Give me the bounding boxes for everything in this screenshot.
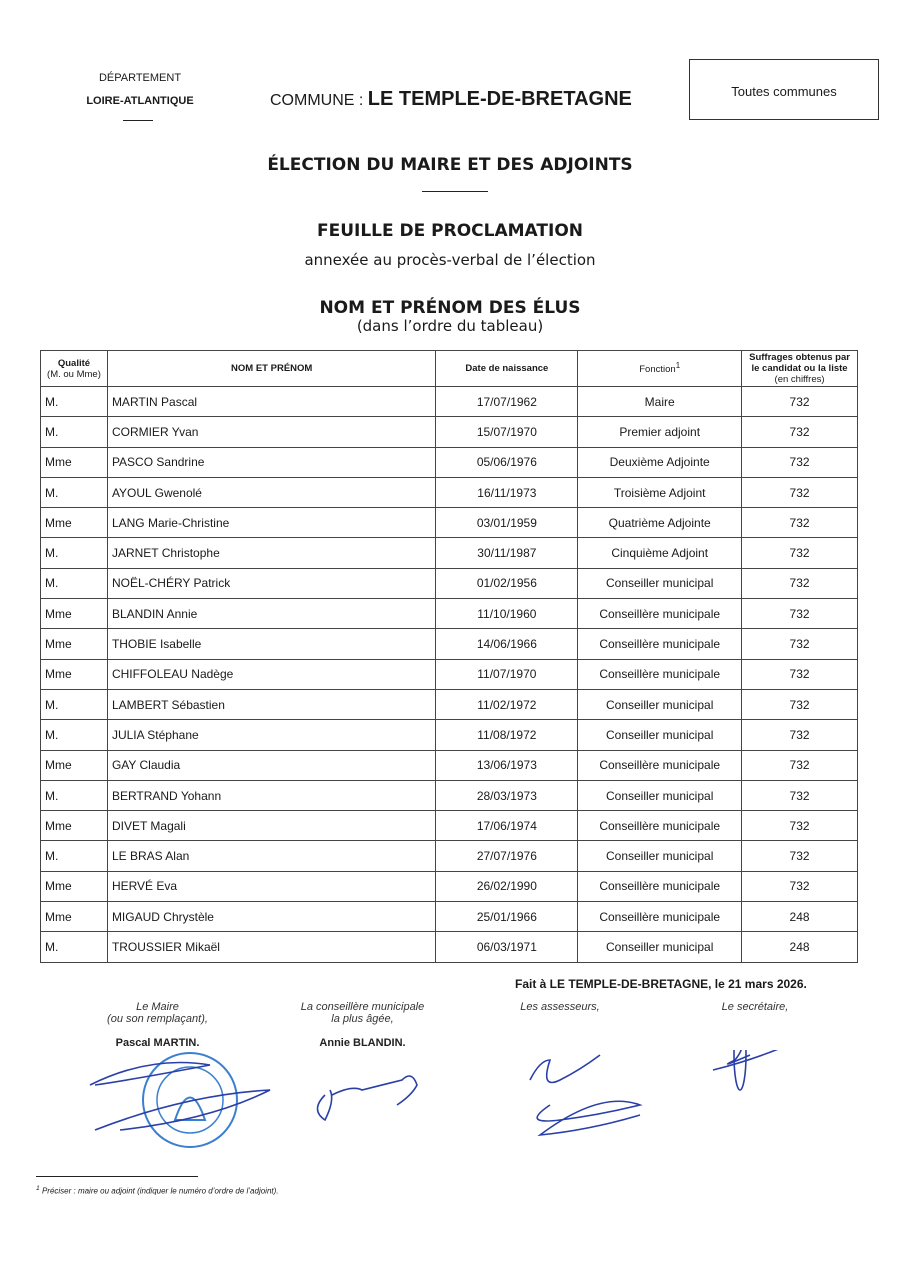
cell-suffrages: 732 xyxy=(742,417,858,447)
cell-fonction: Conseillère municipale xyxy=(578,599,742,629)
col-date: Date de naissance xyxy=(436,351,578,387)
doyenne-signature xyxy=(318,1076,418,1120)
cell-qualite: Mme xyxy=(41,659,108,689)
commune-heading xyxy=(270,88,632,111)
cell-date: 17/07/1962 xyxy=(436,387,578,417)
cell-date: 26/02/1990 xyxy=(436,871,578,901)
cell-suffrages: 732 xyxy=(742,538,858,568)
cell-date: 11/10/1960 xyxy=(436,599,578,629)
cell-qualite: M. xyxy=(41,689,108,719)
cell-qualite: Mme xyxy=(41,508,108,538)
cell-nom: JARNET Christophe xyxy=(107,538,436,568)
col-fonction: Fonction$^1$ xyxy=(578,351,742,387)
cell-nom: MARTIN Pascal xyxy=(107,387,436,417)
commune-name: LE TEMPLE-DE-BRETAGNE xyxy=(367,88,632,110)
election-title: ÉLECTION DU MAIRE ET DES ADJOINTS xyxy=(267,155,633,175)
doyenne-name: Annie BLANDIN. xyxy=(319,1037,406,1049)
cell-suffrages: 732 xyxy=(742,871,858,901)
cell-suffrages: 732 xyxy=(742,659,858,689)
cell-suffrages: 732 xyxy=(742,568,858,598)
cell-qualite: M. xyxy=(41,568,108,598)
cell-suffrages: 732 xyxy=(742,629,858,659)
divider xyxy=(422,191,488,192)
assesseurs-signature xyxy=(530,1055,640,1135)
cell-suffrages: 732 xyxy=(742,689,858,719)
cell-date: 11/07/1970 xyxy=(436,659,578,689)
table-row xyxy=(41,477,858,507)
cell-nom: BERTRAND Yohann xyxy=(107,780,436,810)
cell-fonction: Conseillère municipale xyxy=(578,871,742,901)
cell-qualite: Mme xyxy=(41,871,108,901)
cell-nom: PASCO Sandrine xyxy=(107,447,436,477)
cell-date: 25/01/1966 xyxy=(436,902,578,932)
cell-fonction: Quatrième Adjointe xyxy=(578,508,742,538)
col-suffrages: Suffrages obtenus par le candidat ou la liste (en chiffres) xyxy=(742,351,858,387)
cell-date: 16/11/1973 xyxy=(436,477,578,507)
table-row xyxy=(41,780,858,810)
cell-nom: DIVET Magali xyxy=(107,811,436,841)
table-row xyxy=(41,568,858,598)
mairie-seal xyxy=(143,1053,237,1147)
cell-nom: JULIA Stéphane xyxy=(107,720,436,750)
cell-suffrages: 732 xyxy=(742,508,858,538)
cell-fonction: Maire xyxy=(578,387,742,417)
cell-fonction: Conseillère municipale xyxy=(578,750,742,780)
table-row xyxy=(41,841,858,871)
table-row xyxy=(41,932,858,962)
cell-date: 06/03/1971 xyxy=(436,932,578,962)
table-row xyxy=(41,750,858,780)
table-row xyxy=(41,417,858,447)
cell-qualite: Mme xyxy=(41,599,108,629)
cell-date: 28/03/1973 xyxy=(436,780,578,810)
cell-nom: GAY Claudia xyxy=(107,750,436,780)
cell-date: 01/02/1956 xyxy=(436,568,578,598)
table-row xyxy=(41,659,858,689)
table-row xyxy=(41,508,858,538)
signatures-and-seal xyxy=(80,1050,820,1160)
sheet-subtitle: annexée au procès-verbal de l’élection xyxy=(304,251,596,269)
cell-suffrages: 732 xyxy=(742,477,858,507)
cell-qualite: M. xyxy=(41,387,108,417)
cell-suffrages: 732 xyxy=(742,841,858,871)
col-nom: NOM ET PRÉNOM xyxy=(107,351,436,387)
cell-fonction: Troisième Adjoint xyxy=(578,477,742,507)
cell-qualite: Mme xyxy=(41,447,108,477)
table-row xyxy=(41,387,858,417)
cell-suffrages: 732 xyxy=(742,750,858,780)
secretaire-signature xyxy=(713,1050,788,1090)
cell-fonction: Conseillère municipale xyxy=(578,629,742,659)
table-row xyxy=(41,871,858,901)
cell-fonction: Conseiller municipal xyxy=(578,689,742,719)
cell-qualite: Mme xyxy=(41,629,108,659)
elected-title: NOM ET PRÉNOM DES ÉLUS xyxy=(319,298,581,318)
place-date: Fait à LE TEMPLE-DE-BRETAGNE, le 21 mars 2026. xyxy=(515,977,807,991)
cell-nom: MIGAUD Chrystèle xyxy=(107,902,436,932)
cell-qualite: M. xyxy=(41,780,108,810)
table-row xyxy=(41,447,858,477)
category-box: Toutes communes xyxy=(689,59,879,120)
cell-qualite: M. xyxy=(41,841,108,871)
cell-fonction: Conseiller municipal xyxy=(578,841,742,871)
maire-signature xyxy=(90,1063,270,1131)
cell-suffrages: 732 xyxy=(742,780,858,810)
cell-nom: CORMIER Yvan xyxy=(107,417,436,447)
cell-nom: LAMBERT Sébastien xyxy=(107,689,436,719)
footnote-rule xyxy=(36,1176,198,1177)
cell-date: 03/01/1959 xyxy=(436,508,578,538)
cell-fonction: Conseiller municipal xyxy=(578,780,742,810)
cell-qualite: M. xyxy=(41,538,108,568)
cell-suffrages: 732 xyxy=(742,447,858,477)
cell-nom: HERVÉ Eva xyxy=(107,871,436,901)
cell-date: 15/07/1970 xyxy=(436,417,578,447)
doyenne-block: La conseillère municipale la plus âgée, Annie BLANDIN. xyxy=(280,1001,445,1049)
table-row xyxy=(41,599,858,629)
cell-fonction: Conseillère municipale xyxy=(578,902,742,932)
cell-fonction: Premier adjoint xyxy=(578,417,742,447)
sheet-title: FEUILLE DE PROCLAMATION xyxy=(316,221,583,241)
cell-fonction: Conseiller municipal xyxy=(578,720,742,750)
cell-nom: BLANDIN Annie xyxy=(107,599,436,629)
cell-fonction: Cinquième Adjoint xyxy=(578,538,742,568)
cell-fonction: Conseiller municipal xyxy=(578,568,742,598)
assesseurs-label: Les assesseurs, xyxy=(520,1001,600,1013)
table-row xyxy=(41,902,858,932)
elected-table xyxy=(40,350,858,963)
table-row xyxy=(41,689,858,719)
cell-suffrages: 732 xyxy=(742,387,858,417)
divider xyxy=(123,120,153,121)
cell-suffrages: 248 xyxy=(742,932,858,962)
elected-subtitle: (dans l’ordre du tableau) xyxy=(356,317,544,335)
commune-label: COMMUNE : xyxy=(270,92,364,109)
cell-date: 11/02/1972 xyxy=(436,689,578,719)
table-header xyxy=(41,351,858,387)
cell-date: 13/06/1973 xyxy=(436,750,578,780)
footnote: $^1$ Préciser : maire ou adjoint (indiquer le numéro d’ordre de l’adjoint). xyxy=(36,1185,279,1196)
col-qualite: Qualité (M. ou Mme) xyxy=(41,351,108,387)
cell-suffrages: 732 xyxy=(742,811,858,841)
cell-date: 11/08/1972 xyxy=(436,720,578,750)
department-name: LOIRE-ATLANTIQUE xyxy=(86,95,194,107)
table-row xyxy=(41,538,858,568)
table-row xyxy=(41,629,858,659)
cell-nom: AYOUL Gwenolé xyxy=(107,477,436,507)
cell-nom: NOËL-CHÉRY Patrick xyxy=(107,568,436,598)
cell-suffrages: 248 xyxy=(742,902,858,932)
cell-date: 27/07/1976 xyxy=(436,841,578,871)
table-row xyxy=(41,720,858,750)
cell-nom: TROUSSIER Mikaël xyxy=(107,932,436,962)
cell-nom: CHIFFOLEAU Nadège xyxy=(107,659,436,689)
cell-nom: LE BRAS Alan xyxy=(107,841,436,871)
cell-qualite: M. xyxy=(41,932,108,962)
secretaire-label: Le secrétaire, xyxy=(721,1001,789,1013)
cell-qualite: M. xyxy=(41,477,108,507)
maire-name: Pascal MARTIN. xyxy=(115,1037,200,1049)
cell-nom: LANG Marie-Christine xyxy=(107,508,436,538)
table-row xyxy=(41,811,858,841)
department-label: DÉPARTEMENT xyxy=(98,72,182,84)
cell-date: 30/11/1987 xyxy=(436,538,578,568)
cell-fonction: Conseiller municipal xyxy=(578,932,742,962)
cell-date: 05/06/1976 xyxy=(436,447,578,477)
cell-date: 14/06/1966 xyxy=(436,629,578,659)
cell-suffrages: 732 xyxy=(742,720,858,750)
cell-nom: THOBIE Isabelle xyxy=(107,629,436,659)
cell-qualite: M. xyxy=(41,417,108,447)
cell-fonction: Conseillère municipale xyxy=(578,811,742,841)
cell-qualite: M. xyxy=(41,720,108,750)
cell-qualite: Mme xyxy=(41,750,108,780)
cell-qualite: Mme xyxy=(41,811,108,841)
cell-date: 17/06/1974 xyxy=(436,811,578,841)
cell-fonction: Deuxième Adjointe xyxy=(578,447,742,477)
maire-block: Le Maire (ou son remplaçant), Pascal MARTIN. xyxy=(75,1001,240,1049)
cell-qualite: Mme xyxy=(41,902,108,932)
cell-suffrages: 732 xyxy=(742,599,858,629)
cell-fonction: Conseillère municipale xyxy=(578,659,742,689)
